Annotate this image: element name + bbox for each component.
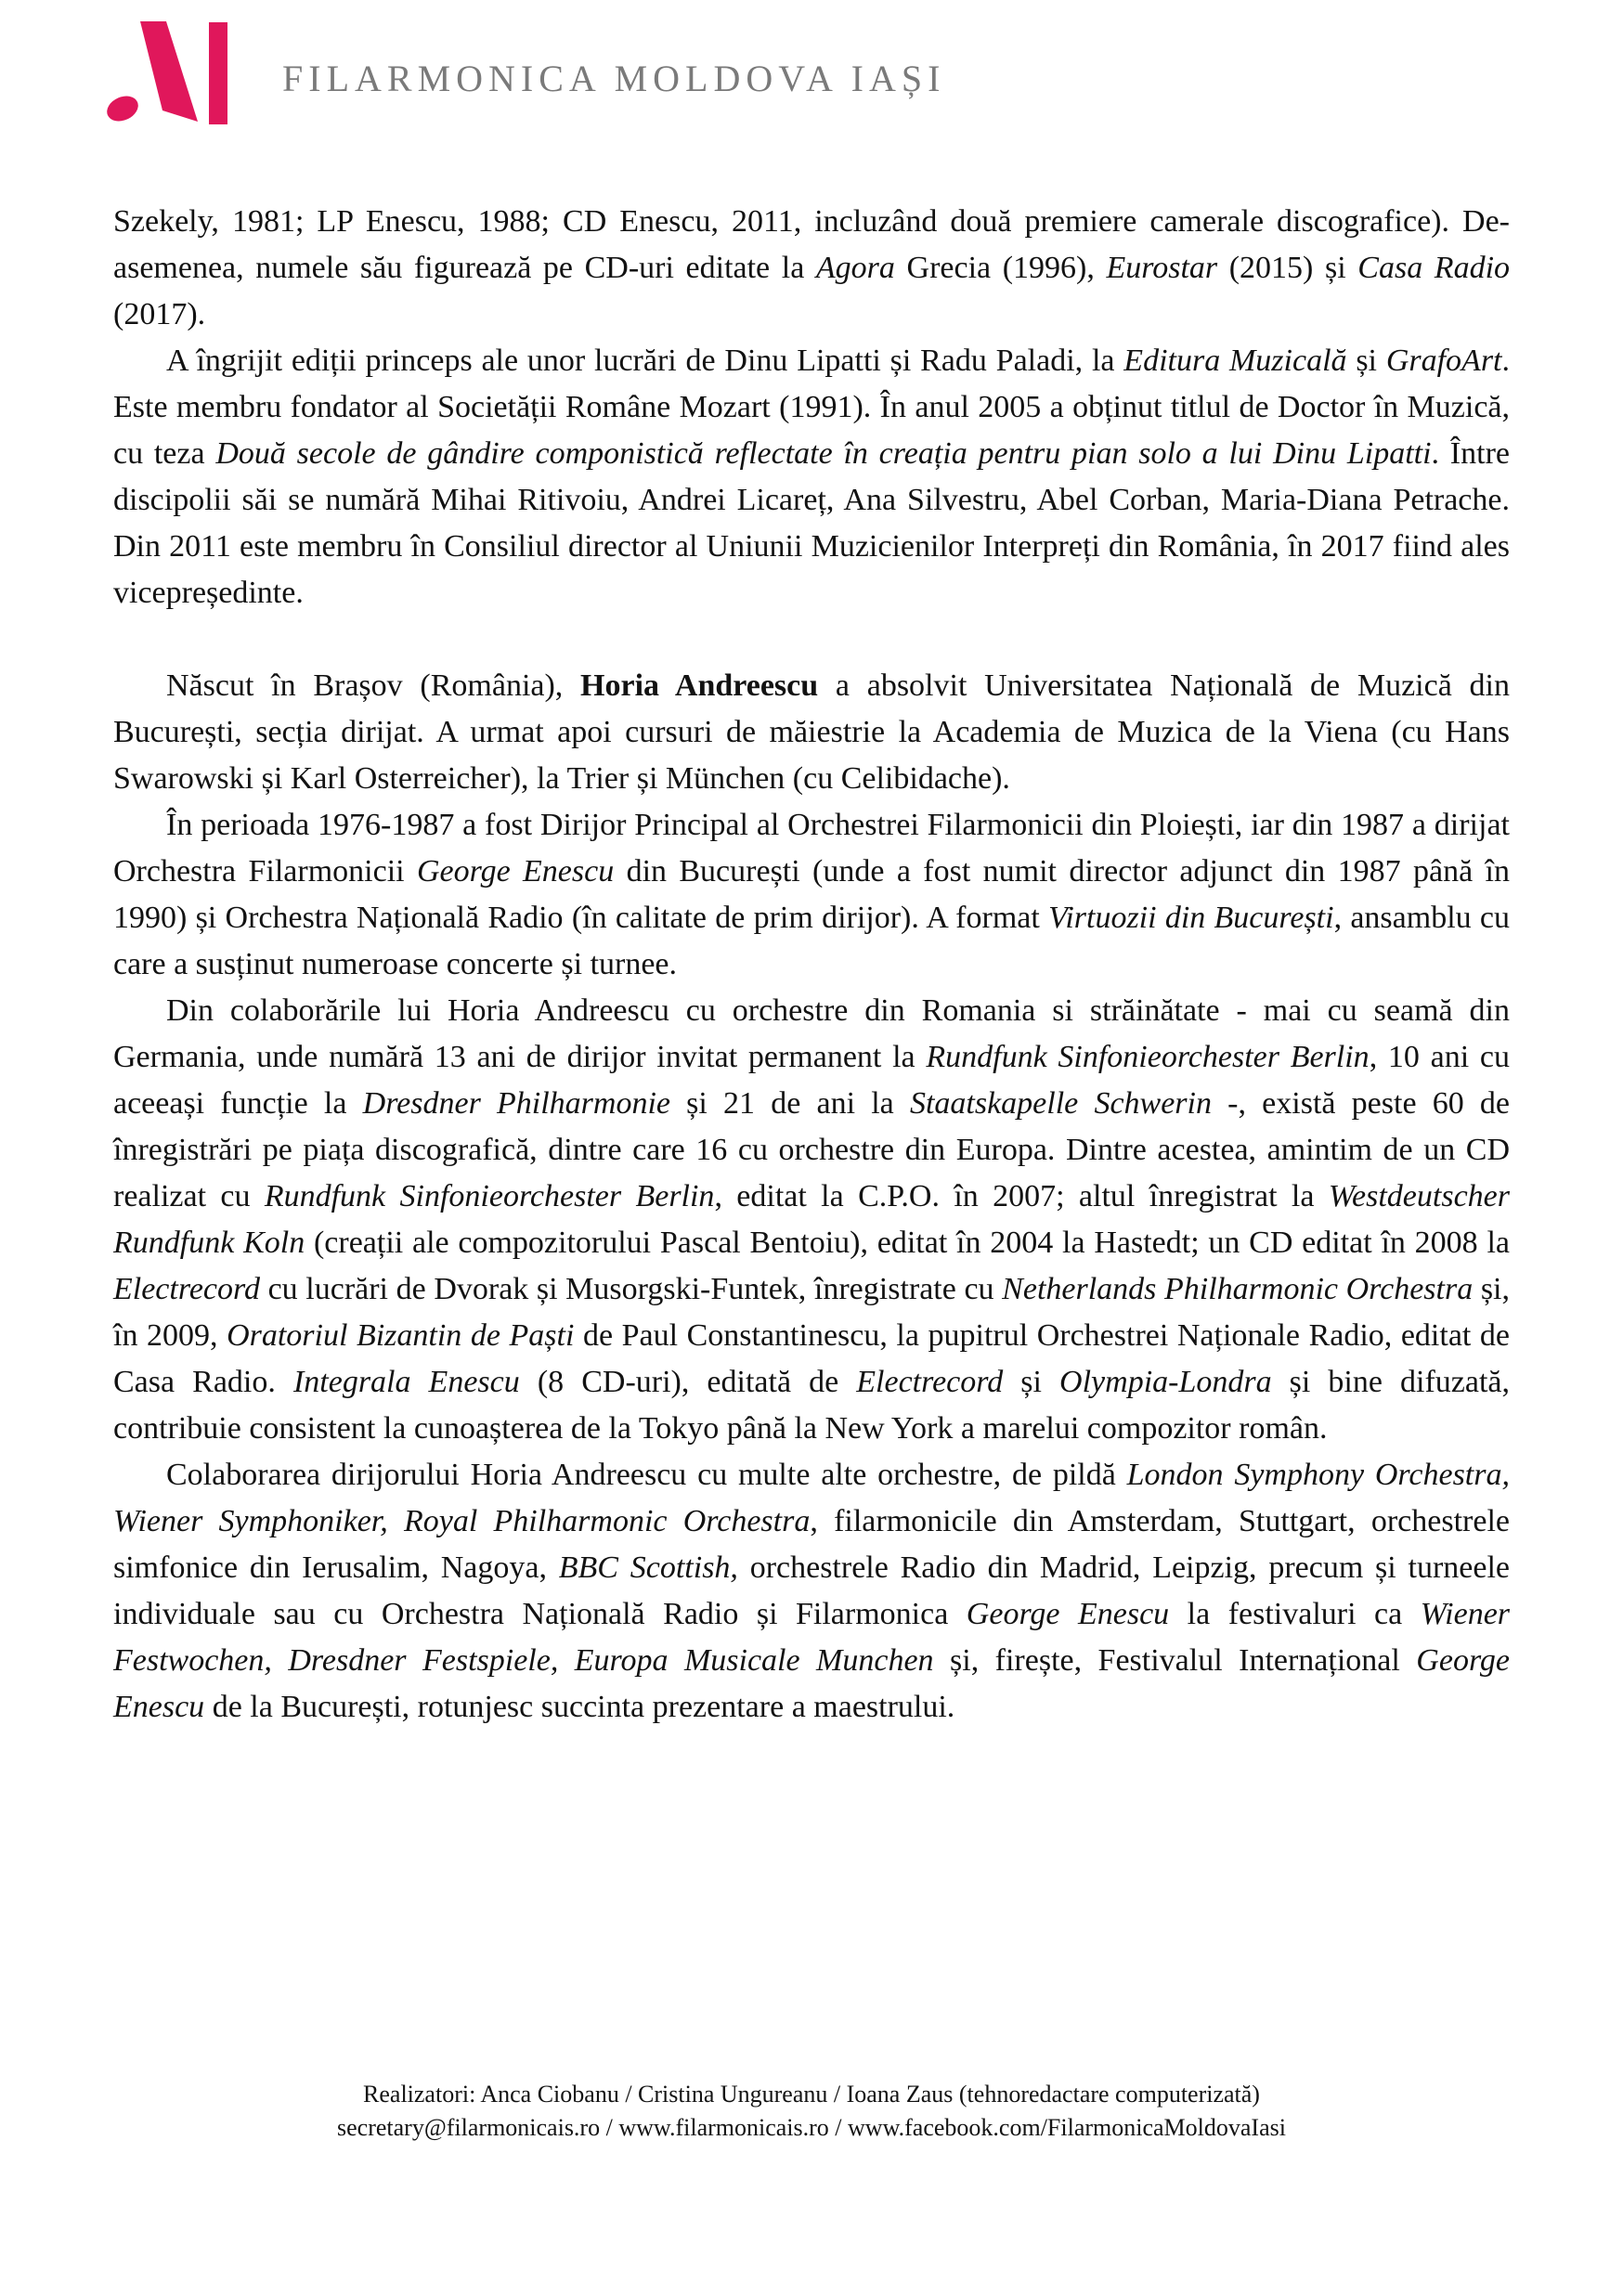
text-run: (8 CD-uri), editată de	[519, 1365, 857, 1399]
text-run: și bine difuzată, contribuie consistent la cunoașterea de la Tokyo până la New York a marelui compozitor român.	[113, 1365, 1511, 1446]
text-run: Agora	[815, 251, 895, 285]
brand-title: FILARMONICA MOLDOVA IAȘI	[282, 57, 946, 99]
text-run: Olympia-Londra	[1059, 1365, 1272, 1399]
text-run: Wiener Festwochen, Dresdner Festspiele, Europa Musicale Munchen	[113, 1597, 1511, 1678]
text-run: , editat la C.P.O. în 2007; altul înregistrat la	[714, 1179, 1329, 1213]
text-run: Szekely, 1981; LP Enescu, 1988; CD Enescu, 2011, incluzând două premiere camerale discografice). De-asemenea, numele său figurează pe CD-uri editate la	[113, 204, 1510, 285]
paragraph-collaborations	[113, 1452, 1510, 1731]
text-run: BBC Scottish,	[558, 1550, 738, 1585]
text-run: , filarmonicile din Amsterdam, Stuttgart, orchestrele simfonice din Ierusalim, Nagoya,	[113, 1504, 1510, 1585]
text-run: și, în 2009,	[113, 1272, 1511, 1353]
text-run: Oratoriul Bizantin de Paști	[227, 1318, 575, 1353]
text-run: de la București, rotunjesc succinta prezentare a maestrului.	[204, 1690, 955, 1724]
text-run: Integrala Enescu	[292, 1365, 520, 1399]
text-run: Netherlands Philharmonic Orchestra	[1002, 1272, 1474, 1306]
text-run: Casa Radio	[1357, 251, 1511, 285]
text-run: . Este membru fondator al Societății Române Mozart (1991). În anul 2005 a obținut titlul de Doctor în Muzică, cu teza	[113, 344, 1510, 471]
text-run: Din colaborările lui Horia Andreescu cu orchestre din Romania si străinătate - mai cu seamă din Germania, unde numără 13 ani de dirijor invitat permanent la	[113, 993, 1510, 1074]
text-run: (2015) și	[1217, 251, 1358, 285]
text-run: Eurostar	[1106, 251, 1218, 285]
paragraph-biography-birth	[113, 663, 1510, 802]
text-run: London Symphony Orchestra, Wiener Symphoniker, Royal Philharmonic Orchestra	[113, 1458, 1510, 1538]
text-run: și	[1003, 1365, 1060, 1399]
text-run: cu lucrări de Dvorak și Musorgski-Funtek, înregistrate cu	[259, 1272, 1003, 1306]
text-run: Colaborarea dirijorului Horia Andreescu cu multe alte orchestre, de pildă	[166, 1458, 1127, 1492]
footer-credits-line: Realizatori: Anca Ciobanu / Cristina Ungureanu / Ioana Zaus (tehnoredactare computerizată)	[363, 2081, 1260, 2108]
text-run: și	[1346, 344, 1386, 378]
text-run: Electrecord	[113, 1272, 260, 1306]
text-run: Virtuozii din București	[1048, 901, 1334, 935]
text-run: -, există peste 60 de înregistrări pe piața discografică, dintre care 16 cu orchestre din Europa. Dintre acestea, amintim de un CD realizat cu	[113, 1086, 1511, 1213]
text-run: George Enescu	[113, 1643, 1511, 1724]
text-run: din București (unde a fost numit director adjunct din 1987 până în 1990) și Orchestra Națională Radio (în calitate de prim dirijor). A format	[113, 854, 1510, 935]
text-run: și 21 de ani la	[669, 1086, 910, 1121]
document-body	[113, 199, 1510, 1731]
text-run: Horia Andreescu	[580, 668, 819, 703]
text-run: a absolvit Universitatea Națională de Muzică din București, secția dirijat. A urmat apoi cursuri de măiestrie la Academia de Muzica de la Viena (cu Hans Swarowski și Karl Osterreicher), la Trier și München (cu Celibidache).	[113, 668, 1510, 796]
text-run: George Enescu	[416, 854, 615, 889]
text-run: GrafoArt	[1385, 344, 1502, 378]
text-run: Rundfunk Sinfonieorchester Berlin	[926, 1040, 1370, 1074]
footer-credits	[0, 2078, 1623, 2145]
text-run: . Între discipolii săi se numără Mihai Ritivoiu, Andrei Licareț, Ana Silvestru, Abel Corban, Maria-Diana Petrache. Din 2011 este membru în Consiliul director al Uniunii Muzicienilor Interpreți din România, în 2017 fiind ales vicepreședinte.	[113, 436, 1510, 610]
paragraph-conducting-career	[113, 802, 1510, 988]
masthead	[104, 17, 945, 130]
text-run: Electrecord	[856, 1365, 1004, 1399]
text-run: A îngrijit ediții princeps ale unor lucrări de Dinu Lipatti și Radu Paladi, la	[166, 344, 1124, 378]
text-run: și, firește, Festivalul Internațional	[933, 1643, 1417, 1678]
text-run: de Paul Constantinescu, la pupitrul Orchestrei Naționale Radio, editat de Casa Radio.	[113, 1318, 1511, 1399]
text-run: Grecia (1996),	[894, 251, 1107, 285]
paragraph-editions-doctorate	[113, 338, 1510, 616]
text-run: , 10 ani cu aceeași funcție la	[113, 1040, 1510, 1121]
paragraph-recordings	[113, 988, 1510, 1452]
text-run: Staatskapelle Schwerin	[909, 1086, 1212, 1121]
text-run: , ansamblu cu care a susținut numeroase concerte și turnee.	[113, 901, 1510, 981]
text-run: George Enescu	[966, 1597, 1170, 1631]
filarmonica-m-logo-icon	[104, 18, 234, 129]
text-run: Născut în Brașov (România),	[166, 668, 581, 703]
text-run: Westdeutscher Rundfunk Koln	[113, 1179, 1510, 1260]
text-run: Două secole de gândire componistică reflectate în creația pentru pian solo a lui Dinu Lipatti	[215, 436, 1432, 471]
text-run: Rundfunk Sinfonieorchester Berlin	[264, 1179, 715, 1213]
text-run: (creații ale compozitorului Pascal Bentoiu), editat în 2004 la Hastedt; un CD editat în 2008 la	[305, 1226, 1510, 1260]
text-run: Dresdner Philharmonie	[362, 1086, 670, 1121]
text-run: la festivaluri ca	[1169, 1597, 1421, 1631]
text-run: orchestrele Radio din Madrid, Leipzig, precum și turneele individuale sau cu Orchestra Națională Radio și Filarmonica	[113, 1550, 1510, 1631]
footer-contact-line: secretary@filarmonicais.ro / www.filarmonicais.ro / www.facebook.com/FilarmonicaMoldovaIasi	[337, 2114, 1286, 2141]
paragraph-discography-continued	[113, 199, 1510, 338]
text-run: (2017).	[113, 297, 206, 331]
text-run: În perioada 1976-1987 a fost Dirijor Principal al Orchestrei Filarmonicii din Ploiești, iar din 1987 a dirijat Orchestra Filarmonicii	[113, 808, 1510, 889]
text-run: Editura Muzicală	[1123, 344, 1347, 378]
